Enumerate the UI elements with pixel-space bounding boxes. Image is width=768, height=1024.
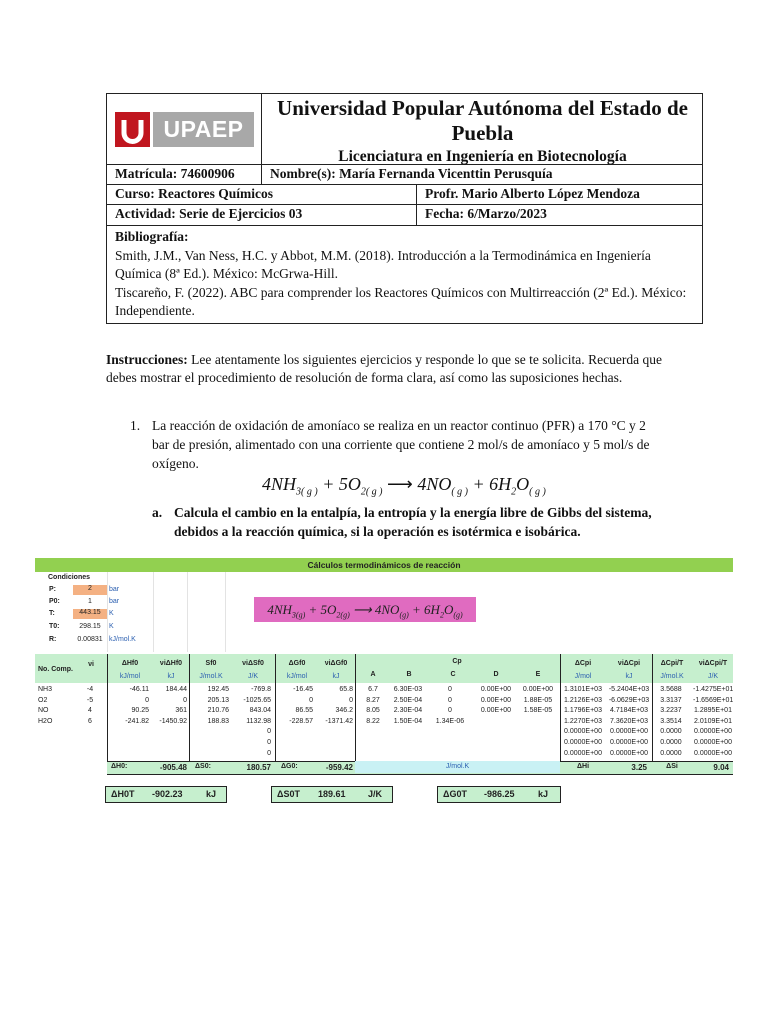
- row-2-cell-13: 1.1796E+03: [564, 707, 602, 715]
- row-0-cell-7: 65.8: [339, 686, 353, 693]
- cond-unit-p0: bar: [109, 598, 120, 605]
- total-dhi-label: ΔHi: [576, 763, 590, 770]
- header-table: [106, 93, 703, 324]
- row-6-cell-14: 0.0000E+00: [610, 749, 648, 757]
- unit-dgf: kJ/mol: [286, 673, 308, 680]
- row-1-cell-4: 205.13: [207, 696, 229, 704]
- row-4-cell-15: 0.0000: [660, 728, 682, 736]
- upaep-logo: [107, 94, 262, 165]
- cond-unit-r: kJ/mol.K: [109, 636, 136, 643]
- row-3-cell-14: 7.3620E+03: [610, 717, 648, 725]
- row-5-cell-13: 0.0000E+00: [564, 739, 602, 746]
- col-nudcpit: νiΔCpi/T: [698, 660, 728, 667]
- row-0-cell-11: 0.00E+00: [480, 686, 512, 693]
- row-1-cell-16: -1.6569E+01: [693, 696, 734, 704]
- bibliography-label: Bibliografía:: [115, 229, 189, 244]
- result-dh-box: [105, 786, 227, 803]
- row-2-cell-15: 3.2237: [660, 707, 682, 715]
- row-0-cell-8: 6.7: [368, 686, 378, 693]
- cond-name-t: T:: [49, 610, 55, 617]
- row-2-cell-5: 843.04: [249, 707, 271, 715]
- col-nu: νi: [88, 661, 94, 668]
- row-3-cell-5: 1132.98: [246, 717, 271, 725]
- reference-2: Tiscareño, F. (2022). ABC para comprender los Reactores Químicos con Multirreacción (2ª Ed.). México: Independiente.: [115, 285, 687, 318]
- row-0-cell-12: 0.00E+00: [522, 686, 554, 693]
- row-4-cell-13: 0.0000E+00: [564, 728, 602, 736]
- conditions-label: Condiciones: [48, 574, 91, 581]
- col-nudhf: νiΔHf0: [159, 660, 183, 667]
- row-6-cell-13: 0.0000E+00: [564, 749, 602, 757]
- col-c: C: [450, 671, 456, 678]
- row-1-cell-5: -1025.65: [243, 696, 271, 704]
- reaction-equation: $4NH_{3( g )} + 5O_{2( g )}$ ⟶ $4NO_{( g )} + 6H_2O_{( g )}$: [262, 474, 546, 498]
- matricula: Matrícula: 74600906: [107, 165, 262, 185]
- fecha: Fecha: 6/Marzo/2023: [417, 205, 703, 226]
- row-1-cell-14: -6.0629E+03: [608, 696, 650, 704]
- unit-dhf: kJ/mol: [119, 673, 141, 680]
- row-0-cell-4: 192.45: [207, 686, 229, 693]
- unit-nudcpit: J/K: [707, 673, 719, 680]
- result-dg-label: ΔG0T: [443, 789, 467, 799]
- row-1-cell-12: 1.88E-05: [523, 696, 553, 704]
- row-5-cell-14: 0.0000E+00: [610, 739, 648, 746]
- cond-name-r: R:: [49, 636, 57, 643]
- profesor: Profr. Mario Alberto López Mendoza: [417, 185, 703, 205]
- row-5-cell-16: 0.0000E+00: [694, 739, 732, 746]
- logo-text: UPAEP: [153, 112, 254, 147]
- total-ds-value: 180.57: [246, 763, 271, 772]
- question-1a: [152, 503, 664, 541]
- actividad: Actividad: Serie de Ejercicios 03: [107, 205, 417, 226]
- sheet-reaction-equation: $4NH_{3(g)} + 5O_{2(g)}$ ⟶ $4NO_{(g)} + 6H_2O_{(g)}$: [254, 597, 476, 622]
- row-0-cell-13: 1.3101E+03: [564, 686, 602, 693]
- row-6-cell-15: 0.0000: [660, 749, 682, 757]
- cond-value-r: 0.00831: [77, 636, 103, 643]
- row-0-cell-0: NH3: [38, 686, 53, 693]
- question-text: La reacción de oxidación de amoníaco se realiza en un reactor continuo (PFR) a 170 °C y 2 bar de presión, alimentado con una corriente que contiene 2 mol/s de amoníaco y 5 mol/s de oxígeno.: [152, 418, 650, 471]
- row-3-cell-2: -241.82: [125, 717, 149, 725]
- row-3-cell-13: 1.2270E+03: [564, 717, 602, 725]
- col-sf: Sf0: [205, 660, 217, 667]
- row-1-cell-8: 8.27: [366, 696, 380, 704]
- row-3-cell-6: -228.57: [289, 717, 313, 725]
- col-d: D: [493, 671, 499, 678]
- reference-1: Smith, J.M., Van Ness, H.C. y Abbot, M.M. (2018). Introducción a la Termodinámica en Ingeniería Química (8ª Ed.). México: McGrwa-Hill.: [115, 248, 651, 281]
- row-0-cell-2: -46.11: [129, 686, 149, 693]
- program-name: Licenciatura en Ingeniería en Biotecnología: [338, 148, 627, 165]
- unit-nudsf: J/K: [247, 673, 259, 680]
- col-dgf: ΔGf0: [288, 660, 306, 667]
- col-dcpit: ΔCpi/T: [660, 660, 684, 667]
- row-0-cell-9: 6.30E-03: [393, 686, 423, 693]
- row-2-cell-3: 361: [175, 707, 187, 715]
- row-0-cell-3: 184.44: [165, 686, 187, 693]
- unit-dcpi: J/mol: [574, 673, 592, 680]
- cond-unit-t0: K: [109, 623, 114, 630]
- total-dg-label: ΔG0:: [281, 763, 298, 770]
- row-2-cell-14: 4.7184E+03: [610, 707, 648, 715]
- row-2-cell-2: 90.25: [131, 707, 149, 715]
- row-2-cell-11: 0.00E+00: [480, 707, 512, 715]
- unit-sf: J/mol.K: [199, 673, 223, 680]
- row-6-cell-5: 0: [267, 749, 271, 757]
- row-3-cell-10: 1.34E-06: [435, 717, 465, 725]
- cond-value-t: 443.15: [73, 609, 107, 619]
- row-0-cell-14: -5.2404E+03: [608, 686, 650, 693]
- row-3-cell-3: -1450.92: [159, 717, 187, 725]
- curso: Curso: Reactores Químicos: [107, 185, 417, 205]
- row-3-cell-8: 8.22: [366, 717, 380, 725]
- col-dcpi: ΔCpi: [574, 660, 592, 667]
- row-4-cell-5: 0: [267, 728, 271, 736]
- result-dh-unit: kJ: [206, 789, 217, 799]
- row-1-cell-7: 0: [349, 696, 353, 704]
- question-letter: a.: [152, 505, 163, 520]
- result-ds-value: 189.61: [318, 789, 346, 799]
- col-nudcpi: νiΔCpi: [617, 660, 641, 667]
- row-0-cell-5: -769.8: [251, 686, 271, 693]
- row-2-cell-8: 8.05: [366, 707, 380, 715]
- unit-nudhf: kJ: [167, 673, 175, 680]
- row-1-cell-11: 0.00E+00: [480, 696, 512, 704]
- result-dh-value: -902.23: [152, 789, 183, 799]
- row-0-cell-1: -4: [86, 686, 94, 693]
- row-0-cell-10: 0: [448, 686, 452, 693]
- row-3-cell-7: -1371.42: [325, 717, 353, 725]
- thermo-spreadsheet: [35, 558, 733, 808]
- row-1-cell-15: 3.3137: [660, 696, 682, 704]
- cond-name-p: P:: [49, 586, 56, 593]
- row-0-cell-15: 3.5688: [660, 686, 682, 693]
- result-ds-label: ΔS0T: [277, 789, 300, 799]
- row-2-cell-12: 1.58E-05: [523, 707, 553, 715]
- row-5-cell-5: 0: [267, 739, 271, 746]
- col-dhf: ΔHf0: [121, 660, 139, 667]
- instructions-label: Instrucciones:: [106, 352, 188, 367]
- cond-value-p: 2: [73, 585, 107, 595]
- row-0-cell-6: -16.45: [293, 686, 313, 693]
- row-2-cell-1: 4: [88, 707, 92, 715]
- row-2-cell-9: 2.30E-04: [393, 707, 423, 715]
- col-e: E: [535, 671, 541, 678]
- cond-name-p0: P0:: [49, 598, 60, 605]
- total-dh-value: -905.48: [159, 763, 187, 772]
- row-4-cell-16: 0.0000E+00: [694, 728, 732, 736]
- unit-nudcpi: kJ: [625, 673, 633, 680]
- total-dh-label: ΔH0:: [111, 763, 128, 770]
- cond-value-p0: 1: [88, 598, 92, 605]
- university-name: Universidad Popular Autónoma del Estado de Puebla: [277, 96, 688, 145]
- row-2-cell-7: 346.2: [335, 707, 353, 715]
- row-0-cell-16: -1.4275E+01: [693, 686, 734, 693]
- cond-unit-p: bar: [109, 586, 120, 593]
- row-1-cell-6: 0: [309, 696, 313, 704]
- row-2-cell-6: 86.55: [295, 707, 313, 715]
- row-1-cell-3: 0: [183, 696, 187, 704]
- row-1-cell-13: 1.2126E+03: [564, 696, 602, 704]
- result-ds-unit: J/K: [368, 789, 383, 799]
- question-1a-text: Calcula el cambio en la entalpía, la entropía y la energía libre de Gibbs del sistema, debidos a la reacción química, si la operación es isotérmica e isobárica.: [174, 505, 652, 539]
- row-6-cell-16: 0.0000E+00: [694, 749, 732, 757]
- row-2-cell-4: 210.76: [207, 707, 229, 715]
- row-3-cell-16: 2.0109E+01: [694, 717, 732, 725]
- row-3-cell-1: 6: [88, 717, 92, 725]
- row-3-cell-0: H2O: [38, 717, 53, 725]
- row-1-cell-10: 0: [448, 696, 452, 704]
- row-2-cell-16: 1.2895E+01: [694, 707, 732, 715]
- cond-name-t0: T0:: [49, 623, 60, 630]
- unit-dcpit: J/mol.K: [660, 673, 684, 680]
- result-dg-unit: kJ: [538, 789, 549, 799]
- result-dh-label: ΔH0T: [111, 789, 135, 799]
- col-nudgf: νiΔGf0: [324, 660, 348, 667]
- row-3-cell-4: 188.83: [207, 717, 229, 725]
- row-1-cell-0: O2: [38, 696, 48, 704]
- total-dg-value: -959.42: [325, 763, 353, 772]
- row-1-cell-9: 2.50E-04: [393, 696, 423, 704]
- col-nudsf: νiΔSf0: [242, 660, 264, 667]
- row-1-cell-1: -5: [86, 696, 94, 704]
- result-dg-value: -986.25: [484, 789, 515, 799]
- total-dsi-label: ΔSi: [666, 763, 678, 770]
- col-a: A: [370, 671, 376, 678]
- result-ds-box: [271, 786, 393, 803]
- title-block: [262, 94, 703, 165]
- u-logo-icon: [115, 112, 150, 147]
- cond-value-t0: 298.15: [79, 623, 101, 630]
- total-cp-unit: J/mol.K: [445, 763, 470, 770]
- total-dhi-value: 3.25: [631, 763, 647, 772]
- unit-nudgf: kJ: [332, 673, 340, 680]
- col-cp: Cp: [452, 658, 462, 665]
- bibliography: [107, 226, 703, 324]
- row-1-cell-2: 0: [145, 696, 149, 704]
- question-number: 1.: [130, 418, 141, 433]
- row-5-cell-15: 0.0000: [660, 739, 682, 746]
- total-dsi-value: 9.04: [713, 763, 729, 772]
- cond-unit-t: K: [109, 610, 114, 617]
- question-1: [130, 416, 665, 473]
- total-ds-label: ΔS0:: [195, 763, 211, 770]
- instructions-text: Lee atentamente los siguientes ejercicios y responde lo que se te solicita. Recuerda que debes mostrar el procedimiento de resolución de forma clara, así como las suposiciones hechas.: [106, 352, 662, 385]
- nombre: Nombre(s): María Fernanda Vicenttin Perusquía: [262, 165, 703, 185]
- row-4-cell-14: 0.0000E+00: [610, 728, 648, 736]
- result-dg-box: [437, 786, 561, 803]
- row-3-cell-9: 1.50E-04: [393, 717, 423, 725]
- col-b: B: [406, 671, 412, 678]
- row-2-cell-0: NO: [38, 707, 49, 715]
- instructions: [106, 351, 662, 387]
- row-3-cell-15: 3.3514: [660, 717, 682, 725]
- row-2-cell-10: 0: [448, 707, 452, 715]
- sheet-banner: Cálculos termodinámicos de reacción: [35, 558, 733, 572]
- col-comp: No. Comp.: [38, 666, 73, 673]
